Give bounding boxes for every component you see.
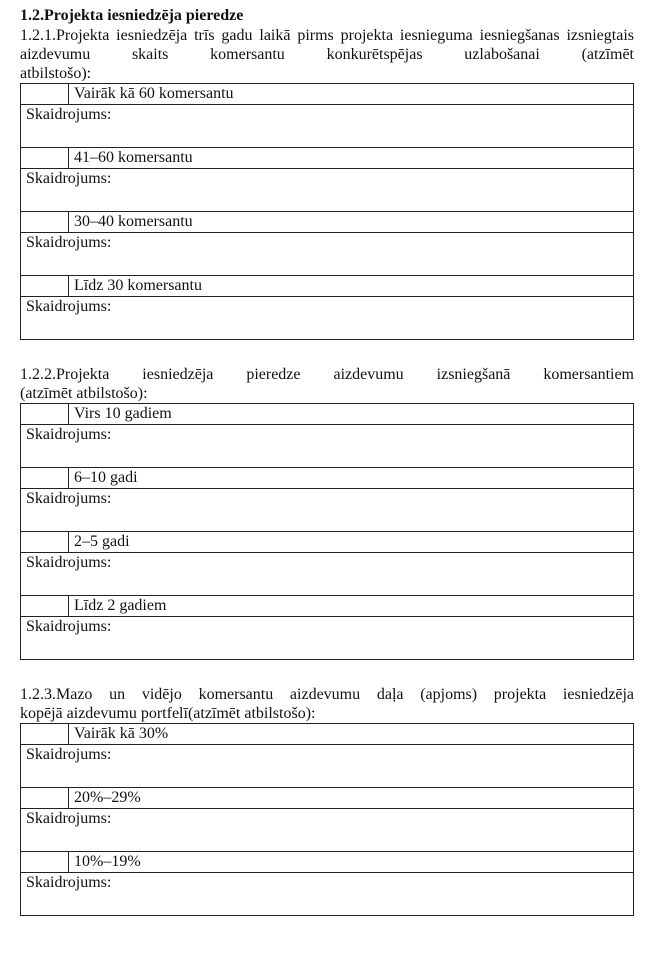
option-checkbox-cell[interactable] — [21, 212, 69, 233]
explanation-field[interactable]: Skaidrojums: — [21, 233, 634, 276]
options-table-1-2-2 — [20, 403, 634, 660]
option-row — [21, 724, 634, 745]
question-1-2-2 — [20, 365, 634, 403]
document-page — [20, 6, 634, 916]
options-table-1-2-1 — [20, 83, 634, 340]
option-checkbox-cell[interactable] — [21, 852, 69, 873]
option-label: Vairāk kā 60 komersantu — [69, 84, 634, 105]
option-row — [21, 404, 634, 425]
option-label: Virs 10 gadiem — [69, 404, 634, 425]
explanation-row — [21, 425, 634, 468]
explanation-field[interactable]: Skaidrojums: — [21, 745, 634, 788]
section-title: 1.2.Projekta iesniedzēja pieredze — [20, 7, 244, 24]
explanation-field[interactable]: Skaidrojums: — [21, 105, 634, 148]
question-text-line2: (atzīmēt atbilstošo): — [20, 385, 148, 402]
option-checkbox-cell[interactable] — [21, 148, 69, 169]
option-label: Vairāk kā 30% — [69, 724, 634, 745]
spacer — [20, 660, 634, 685]
option-row — [21, 596, 634, 617]
option-row — [21, 84, 634, 105]
explanation-row — [21, 873, 634, 916]
question-text — [20, 26, 634, 83]
option-checkbox-cell[interactable] — [21, 468, 69, 489]
option-label: Līdz 30 komersantu — [69, 276, 634, 297]
explanation-row — [21, 553, 634, 596]
option-checkbox-cell[interactable] — [21, 724, 69, 745]
option-checkbox-cell[interactable] — [21, 532, 69, 553]
options-table-1-2-3 — [20, 723, 634, 916]
question-1-2-1 — [20, 26, 634, 83]
option-checkbox-cell[interactable] — [21, 596, 69, 617]
question-text-line1: 1.2.3.Mazo un vidējo komersantu aizdevumu daļa (apjoms) projekta iesniedzēja — [20, 686, 634, 703]
option-row — [21, 468, 634, 489]
question-text-line1: 1.2.2.Projekta iesniedzēja pieredze aizdevumu izsniegšanā komersantiem — [20, 366, 634, 383]
explanation-row — [21, 617, 634, 660]
explanation-row — [21, 169, 634, 212]
explanation-row — [21, 809, 634, 852]
explanation-row — [21, 105, 634, 148]
explanation-row — [21, 297, 634, 340]
option-checkbox-cell[interactable] — [21, 84, 69, 105]
option-label: 6–10 gadi — [69, 468, 634, 489]
option-row — [21, 212, 634, 233]
explanation-row — [21, 745, 634, 788]
option-row — [21, 276, 634, 297]
option-row — [21, 148, 634, 169]
option-row — [21, 788, 634, 809]
explanation-field[interactable]: Skaidrojums: — [21, 809, 634, 852]
option-row — [21, 852, 634, 873]
option-label: 41–60 komersantu — [69, 148, 634, 169]
question-text — [20, 685, 634, 723]
question-text-line1: 1.2.1.Projekta iesniedzēja trīs gadu laikā pirms projekta iesnieguma iesniegšanas izsniegtais aizdevumu skaits komersantu konkurētspējas uzlabošanai (atzīmēt — [20, 27, 634, 63]
option-checkbox-cell[interactable] — [21, 276, 69, 297]
spacer — [20, 340, 634, 365]
option-checkbox-cell[interactable] — [21, 788, 69, 809]
option-label: 20%–29% — [69, 788, 634, 809]
explanation-field[interactable]: Skaidrojums: — [21, 169, 634, 212]
question-1-2-3 — [20, 685, 634, 723]
option-row — [21, 532, 634, 553]
question-text-line2: kopējā aizdevumu portfelī(atzīmēt atbilstošo): — [20, 705, 316, 722]
explanation-row — [21, 489, 634, 532]
explanation-row — [21, 233, 634, 276]
option-label: Līdz 2 gadiem — [69, 596, 634, 617]
option-label: 10%–19% — [69, 852, 634, 873]
explanation-field[interactable]: Skaidrojums: — [21, 425, 634, 468]
option-label: 2–5 gadi — [69, 532, 634, 553]
explanation-field[interactable]: Skaidrojums: — [21, 297, 634, 340]
question-text-line2: atbilstošo): — [20, 65, 92, 82]
option-label: 30–40 komersantu — [69, 212, 634, 233]
question-text — [20, 365, 634, 403]
explanation-field[interactable]: Skaidrojums: — [21, 553, 634, 596]
option-checkbox-cell[interactable] — [21, 404, 69, 425]
explanation-field[interactable]: Skaidrojums: — [21, 489, 634, 532]
explanation-field[interactable]: Skaidrojums: — [21, 617, 634, 660]
explanation-field[interactable]: Skaidrojums: — [21, 873, 634, 916]
